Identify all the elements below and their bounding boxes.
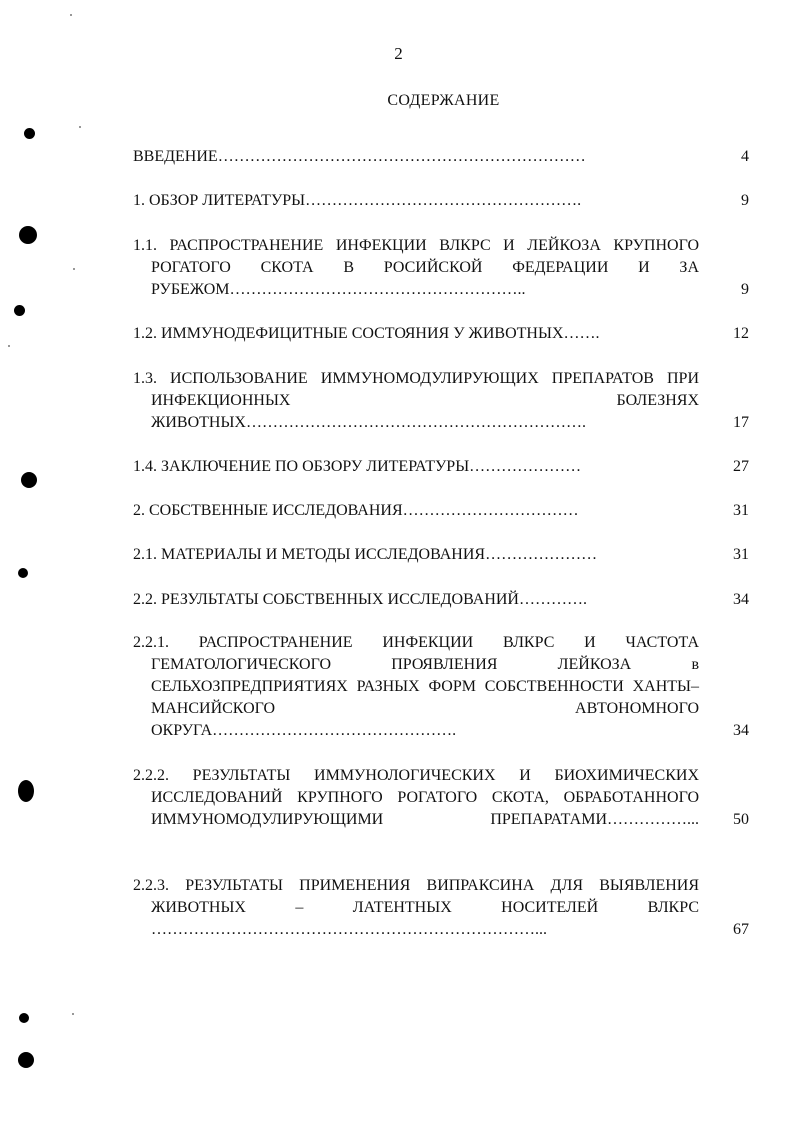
punch-hole-mark (19, 1013, 29, 1023)
punch-hole-mark (19, 226, 37, 244)
toc-entry (133, 544, 749, 566)
toc-entry (133, 235, 749, 301)
toc-entry-text: 2.2. РЕЗУЛЬТАТЫ СОБСТВЕННЫХ ИССЛЕДОВАНИЙ…………. (133, 591, 587, 608)
toc-entry (133, 632, 749, 742)
toc-entry-text: 1. ОБЗОР ЛИТЕРАТУРЫ……………………………………………. (133, 192, 582, 209)
toc-entry-text: ВВЕДЕНИЕ…………………………………………………………… (133, 148, 586, 165)
toc-entry-text: 1.1. РАСПРОСТРАНЕНИЕ ИНФЕКЦИИ ВЛКРС И ЛЕЙКОЗА КРУПНОГО РОГАТОГО СКОТА В РОСИЙСКОЙ ФЕДЕРАЦИИ И ЗА РУБЕЖОМ……………………………………………….. (133, 237, 699, 298)
toc-entry-text: 1.3. ИСПОЛЬЗОВАНИЕ ИММУНОМОДУЛИРУЮЩИХ ПРЕПАРАТОВ ПРИ ИНФЕКЦИОННЫХ БОЛЕЗНЯХ ЖИВОТНЫХ………………………………………………………. (133, 370, 699, 431)
scan-speck (72, 1013, 74, 1015)
toc-entry-page: 31 (733, 546, 749, 563)
toc-entry-text: 2.2.2. РЕЗУЛЬТАТЫ ИММУНОЛОГИЧЕСКИХ И БИОХИМИЧЕСКИХ ИССЛЕДОВАНИЙ КРУПНОГО РОГАТОГО СКОТА, ОБРАБОТАННОГО ИММУНОМОДУЛИРУЮЩИМИ ПРЕПАРАТАМИ……………... (133, 767, 699, 828)
toc-entry-page: 50 (733, 811, 749, 828)
punch-hole-mark (18, 568, 28, 578)
punch-hole-mark (14, 305, 25, 316)
scan-speck (73, 268, 75, 270)
toc-entry-text: 1.2. ИММУНОДЕФИЦИТНЫЕ СОСТОЯНИЯ У ЖИВОТНЫХ……. (133, 325, 600, 342)
page-number: 2 (394, 44, 403, 63)
toc-entry-page: 9 (741, 281, 749, 298)
page-title: СОДЕРЖАНИЕ (387, 92, 500, 109)
toc-entry-page: 17 (733, 414, 749, 431)
toc-entry-page: 12 (733, 325, 749, 342)
scan-speck (70, 14, 72, 16)
toc-entry (133, 190, 749, 212)
punch-hole-mark (18, 780, 34, 802)
toc-entry (133, 323, 749, 345)
toc-entry-text: 2.1. МАТЕРИАЛЫ И МЕТОДЫ ИССЛЕДОВАНИЯ………………… (133, 546, 598, 563)
toc-entry (133, 500, 749, 522)
scan-speck (79, 126, 81, 128)
punch-hole-mark (24, 128, 35, 139)
toc-entry (133, 368, 749, 434)
toc-entry-page: 34 (733, 591, 749, 608)
scan-speck (8, 345, 10, 347)
toc-entry-text: 2.2.1. РАСПРОСТРАНЕНИЕ ИНФЕКЦИИ ВЛКРС И ЧАСТОТА ГЕМАТОЛОГИЧЕСКОГО ПРОЯВЛЕНИЯ ЛЕЙКОЗА в СЕЛЬХОЗПРЕДПРИЯТИЯХ РАЗНЫХ ФОРМ СОБСТВЕННОСТИ ХАНТЫ–МАНСИЙСКОГО АВТОНОМНОГО ОКРУГА………………………………………. (133, 634, 699, 739)
toc-entry-page: 27 (733, 458, 749, 475)
toc-entry (133, 765, 749, 831)
toc-entry-text: 2. СОБСТВЕННЫЕ ИССЛЕДОВАНИЯ…………………………… (133, 502, 579, 519)
toc-entry (133, 456, 749, 478)
toc-entry-page: 31 (733, 502, 749, 519)
punch-hole-mark (18, 1052, 34, 1068)
toc-entry (133, 589, 749, 611)
toc-entry-page: 67 (733, 921, 749, 938)
toc-entry-page: 34 (733, 722, 749, 739)
toc-entry (133, 146, 749, 168)
toc-entry-page: 4 (741, 148, 749, 165)
toc-entry-text: 1.4. ЗАКЛЮЧЕНИЕ ПО ОБЗОРУ ЛИТЕРАТУРЫ………………… (133, 458, 582, 475)
toc-entry (133, 875, 749, 941)
toc-entry-page: 9 (741, 192, 749, 209)
punch-hole-mark (21, 472, 37, 488)
toc-entry-text: 2.2.3. РЕЗУЛЬТАТЫ ПРИМЕНЕНИЯ ВИПРАКСИНА ДЛЯ ВЫЯВЛЕНИЯ ЖИВОТНЫХ – ЛАТЕНТНЫХ НОСИТЕЛЕЙ ВЛКРС ………………………………………………………………... (133, 877, 699, 938)
